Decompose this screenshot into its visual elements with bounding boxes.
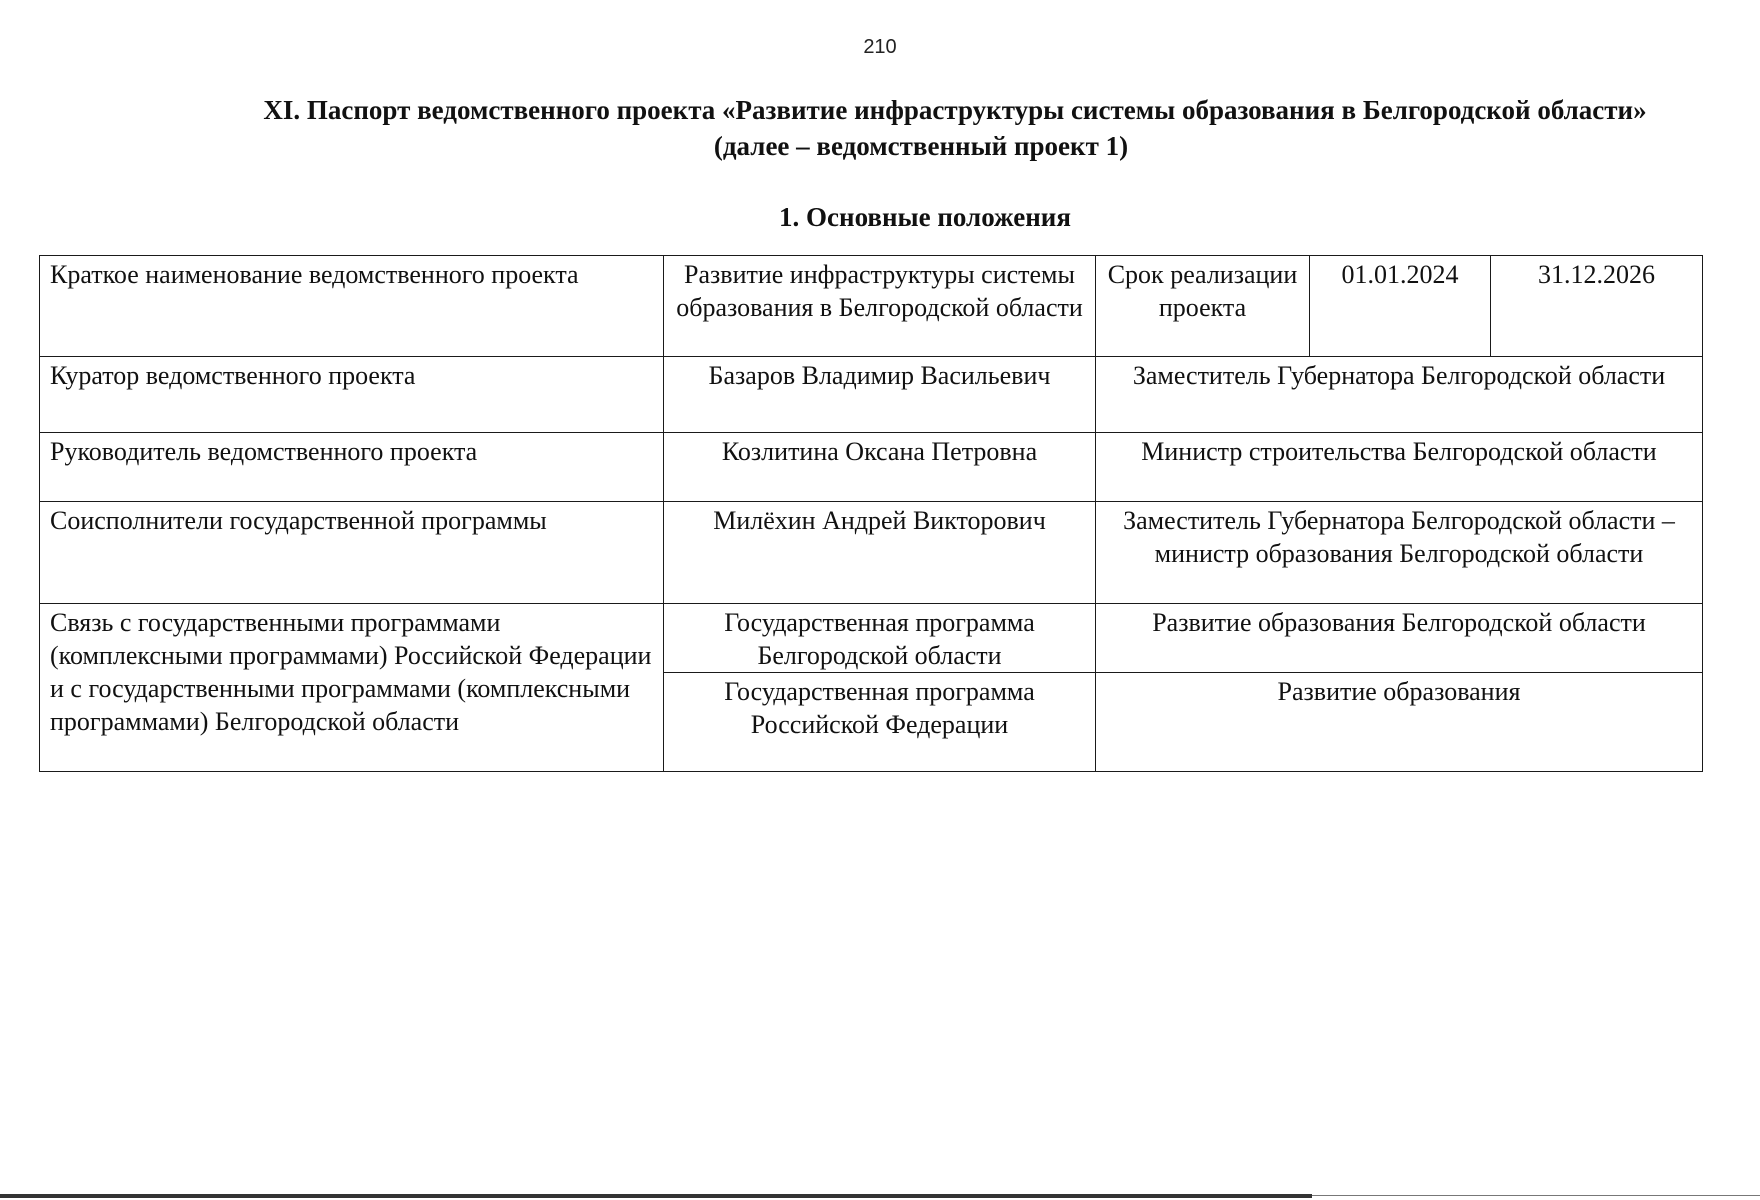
curator-name: Базаров Владимир Васильевич xyxy=(664,357,1096,433)
curator-position: Заместитель Губернатора Белгородской области xyxy=(1096,357,1703,433)
links-regional-type: Государственная программа Белгородской области xyxy=(664,604,1096,673)
end-date: 31.12.2026 xyxy=(1491,256,1703,357)
head-name: Козлитина Оксана Петровна xyxy=(664,433,1096,502)
head-label: Руководитель ведомственного проекта xyxy=(40,433,664,502)
document-title-line-1-text: XI. Паспорт ведомственного проекта «Развитие инфраструктуры системы образования в Белгородской области» xyxy=(263,95,1647,125)
short-name-label: Краткое наименование ведомственного проекта xyxy=(40,256,664,357)
head-position: Министр строительства Белгородской области xyxy=(1096,433,1703,502)
passport-table xyxy=(39,255,1703,772)
bottom-rule-thin xyxy=(1312,1195,1760,1196)
page-number: 210 xyxy=(863,36,897,58)
table-row-curator xyxy=(40,357,1703,433)
start-date: 01.01.2024 xyxy=(1310,256,1491,357)
links-federal-name: Развитие образования xyxy=(1096,673,1703,772)
co-executors-name: Милёхин Андрей Викторович xyxy=(664,502,1096,604)
curator-label: Куратор ведомственного проекта xyxy=(40,357,664,433)
document-title xyxy=(0,92,1760,164)
co-executors-label: Соисполнители государственной программы xyxy=(40,502,664,604)
table-row-short-name xyxy=(40,256,1703,357)
short-name-value: Развитие инфраструктуры системы образования в Белгородской области xyxy=(664,256,1096,357)
term-label: Срок реализации проекта xyxy=(1096,256,1310,357)
section-title: 1. Основные положения xyxy=(779,202,1071,232)
links-regional-name: Развитие образования Белгородской области xyxy=(1096,604,1703,673)
document-title-line-2: (далее – ведомственный проект 1) xyxy=(713,131,1129,161)
table-row-head xyxy=(40,433,1703,502)
links-label: Связь с государственными программами (комплексными программами) Российской Федерации и с государственными программами (комплексными программами) Белгородской области xyxy=(40,604,664,772)
document-title-line-1 xyxy=(0,92,1760,128)
table-row-links-regional xyxy=(40,604,1703,673)
co-executors-position: Заместитель Губернатора Белгородской области – министр образования Белгородской области xyxy=(1096,502,1703,604)
bottom-rule xyxy=(0,1194,1312,1198)
links-federal-type: Государственная программа Российской Федерации xyxy=(664,673,1096,772)
table-row-co-executors xyxy=(40,502,1703,604)
